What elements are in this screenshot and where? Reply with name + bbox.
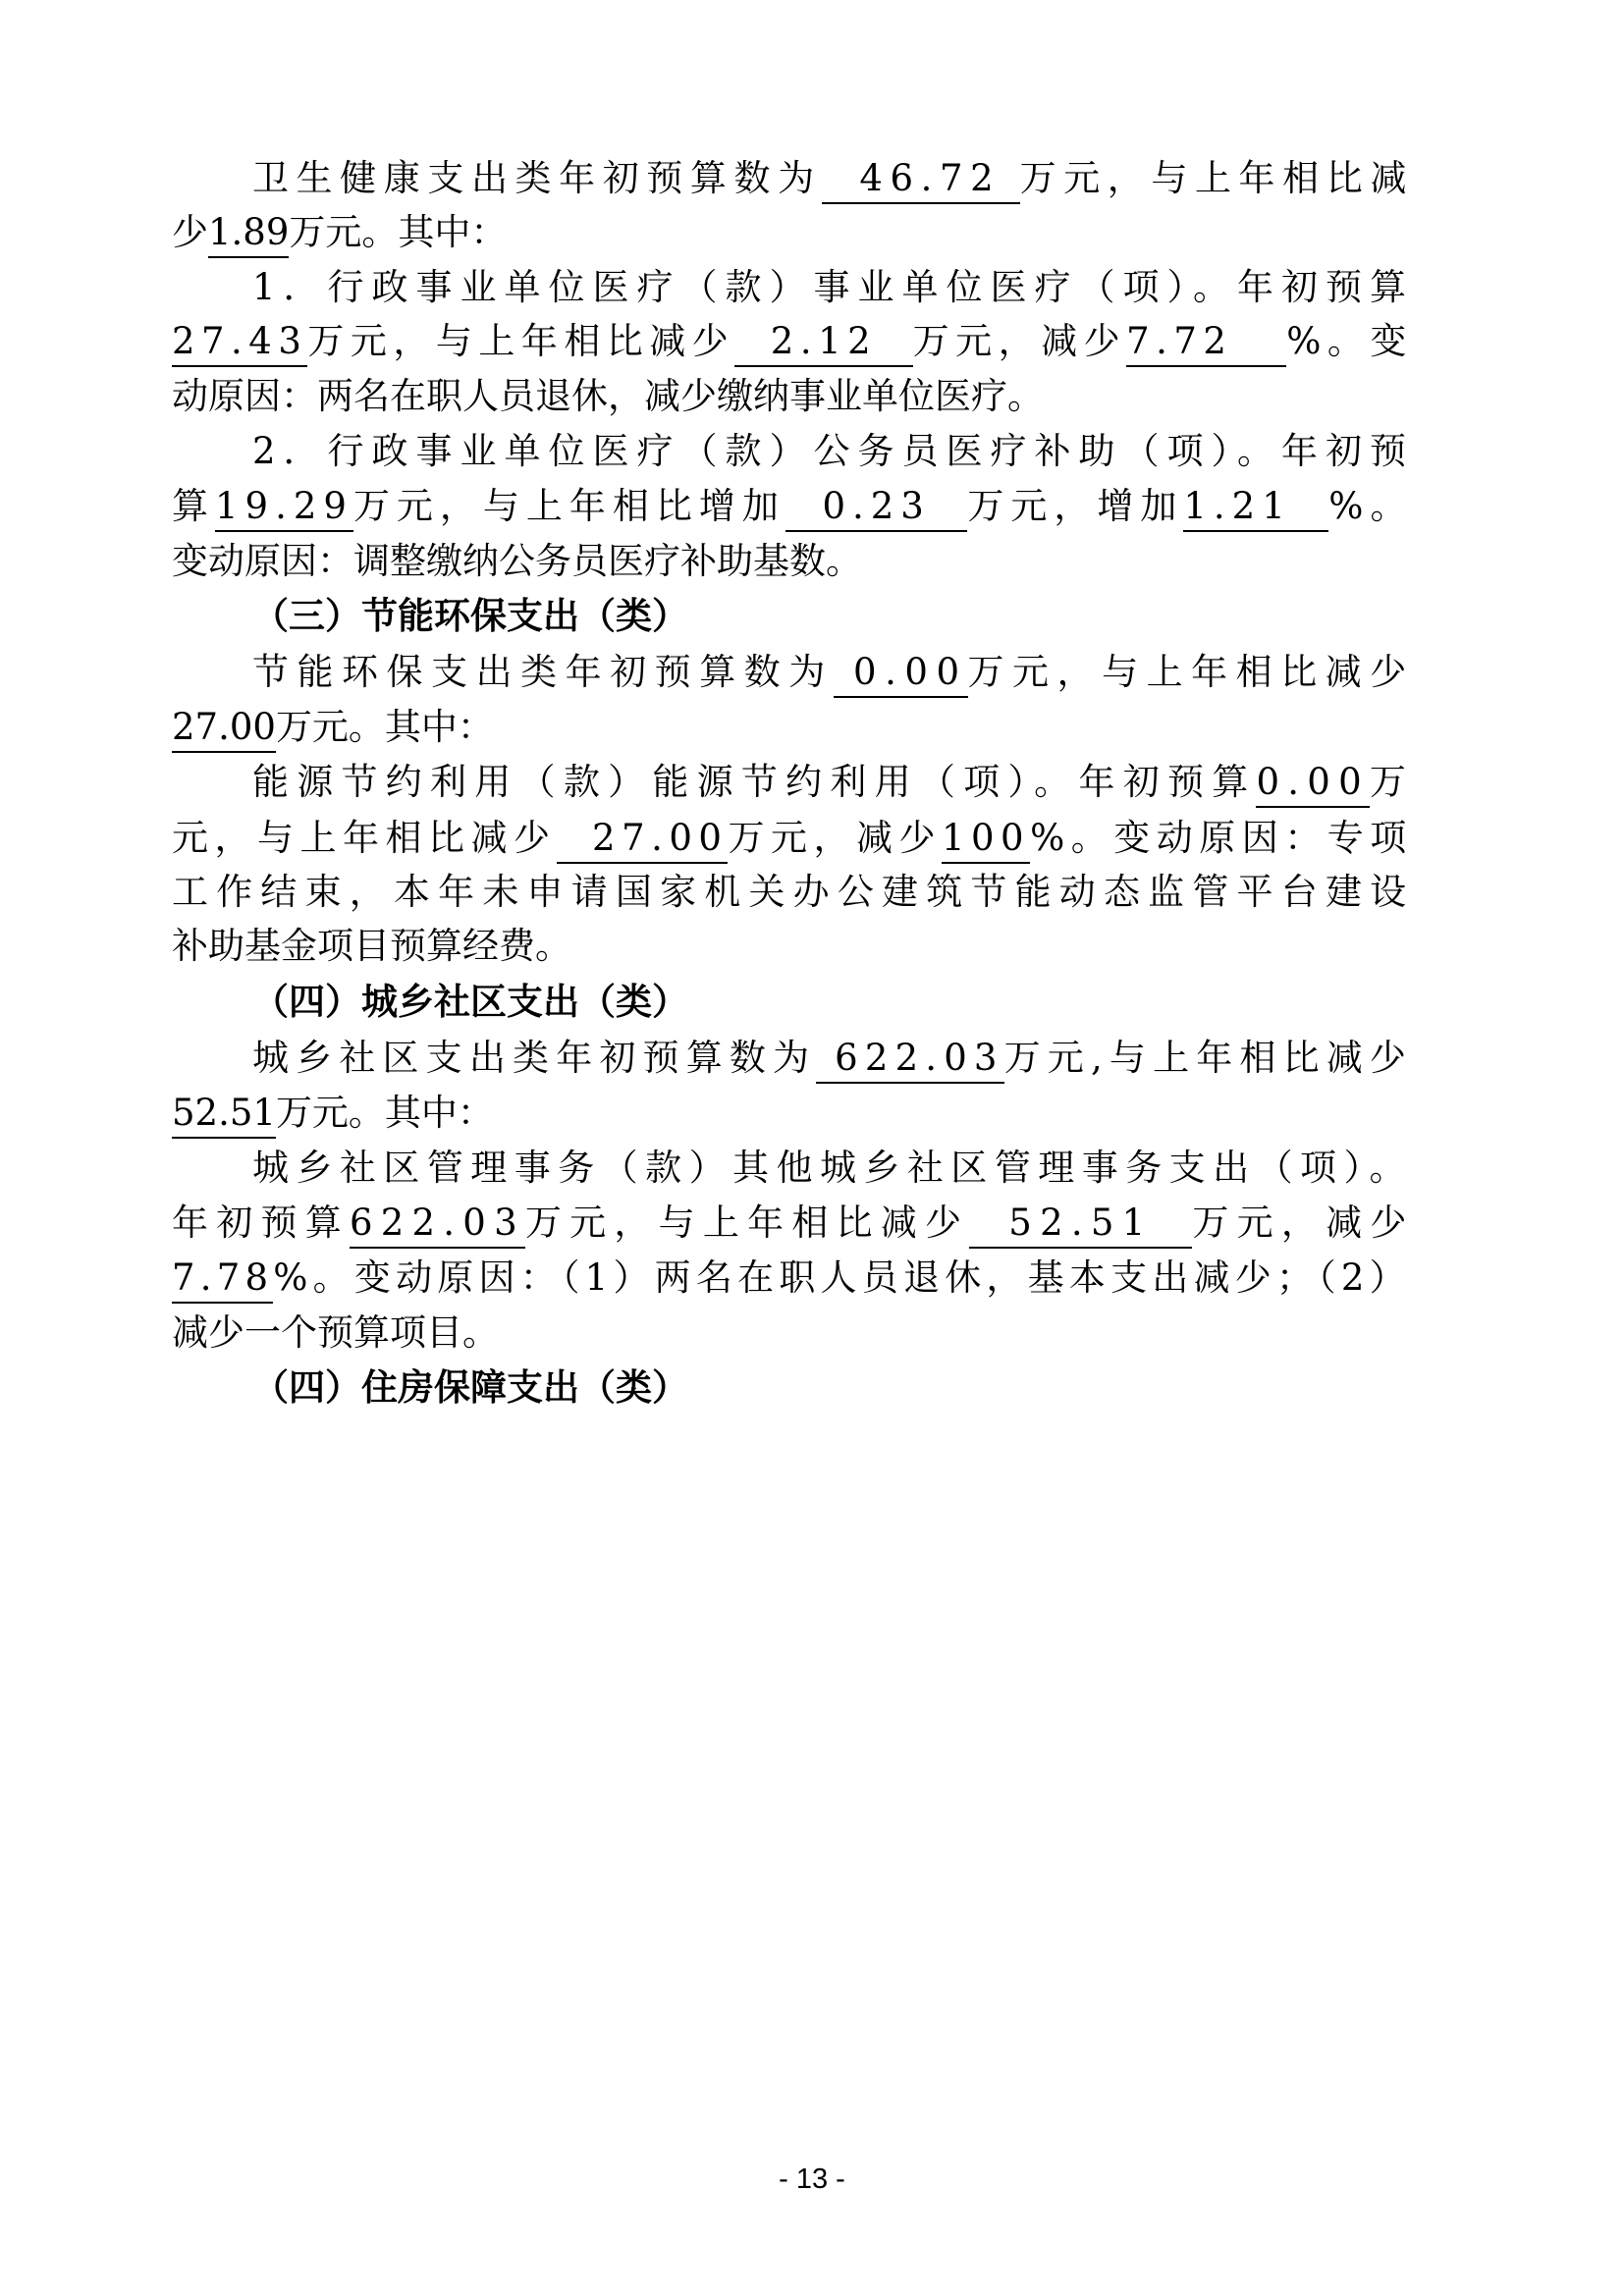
section-heading: [252, 973, 688, 1032]
text-segment: 万元，与上年相比减少: [307, 320, 735, 362]
text-segment: 万元，与上年相比减: [1019, 157, 1414, 199]
underlined-value: 7.78: [172, 1256, 273, 1304]
underlined-value: 2.12: [734, 320, 912, 367]
paragraph-line: [172, 809, 1413, 868]
section-heading: [252, 1359, 688, 1417]
text-segment: 少: [172, 211, 208, 253]
text-segment: 城乡社区支出类年初预算数为: [252, 1037, 817, 1079]
text-segment: （四）城乡社区支出（类）: [252, 981, 688, 1023]
text-segment: 补助基金项目预算经费。: [172, 925, 571, 967]
text-segment: 万元，减少: [912, 320, 1127, 362]
underlined-value: 622.03: [350, 1201, 525, 1249]
underlined-value: 27.00: [557, 817, 729, 864]
underlined-value: 19.29: [215, 485, 353, 532]
text-segment: 万元,与上年相比减少: [1003, 1037, 1414, 1079]
text-segment: 城乡社区管理事务（款）其他城乡社区管理事务支出（项）。: [252, 1147, 1413, 1189]
paragraph-line: [172, 1304, 499, 1362]
text-segment: 万元，与上年相比减少: [524, 1201, 970, 1244]
text-segment: 万元，减少: [728, 817, 942, 859]
paragraph-line: [172, 203, 507, 262]
text-segment: 变动原因：调整缴纳公务员医疗补助基数。: [172, 540, 862, 582]
underlined-value: 0.23: [785, 485, 967, 532]
paragraph-line: [172, 532, 862, 591]
text-segment: %。: [1328, 485, 1414, 527]
paragraph-line: [252, 643, 1415, 702]
text-segment: 工作结束，本年未申请国家机关办公建筑节能动态监管平台建设: [172, 871, 1415, 913]
paragraph-line: [252, 149, 1414, 208]
underlined-value: 0.00: [834, 651, 968, 698]
page-number: - 13 -: [779, 2163, 845, 2195]
text-segment: %。变动原因：（1）两名在职人员退休，基本支出减少；（2）: [273, 1256, 1411, 1299]
paragraph-line: [172, 1249, 1411, 1308]
paragraph-line: [252, 258, 1414, 317]
text-segment: （四）住房保障支出（类）: [252, 1366, 688, 1409]
underlined-value: 27.00: [172, 706, 276, 753]
text-segment: 万: [1369, 761, 1415, 803]
text-segment: 元，与上年相比减少: [172, 817, 557, 859]
text-segment: 万元，与上年相比减少: [967, 651, 1415, 693]
paragraph-line: [172, 1194, 1415, 1253]
underlined-value: 7.72: [1126, 320, 1286, 367]
section-heading: [252, 587, 688, 646]
paragraph-line: [172, 477, 1413, 536]
paragraph-line: [172, 698, 494, 757]
text-segment: 算: [172, 485, 215, 527]
underlined-value: 0.00: [1256, 761, 1369, 808]
text-segment: 万元，与上年相比增加: [352, 485, 785, 527]
underlined-value: 100: [942, 817, 1030, 864]
text-segment: 节能环保支出类年初预算数为: [252, 651, 834, 693]
paragraph-line: [172, 863, 1414, 922]
text-segment: 1．行政事业单位医疗（款）事业单位医疗（项）。年初预算: [252, 266, 1415, 308]
text-segment: 年初预算: [172, 1201, 350, 1244]
text-segment: %。变: [1286, 320, 1413, 362]
underlined-value: 52.51: [969, 1201, 1192, 1249]
paragraph-line: [172, 367, 1044, 426]
text-segment: 2．行政事业单位医疗（款）公务员医疗补助（项）。年初预: [252, 430, 1415, 472]
underlined-value: 1.89: [208, 211, 289, 258]
text-segment: 能源节约利用（款）能源节约利用（项）。年初预算: [252, 761, 1257, 803]
paragraph-line: [252, 1139, 1413, 1198]
underlined-value: 46.72: [822, 157, 1020, 204]
paragraph-line: [252, 422, 1414, 481]
text-segment: 动原因：两名在职人员退休，减少缴纳事业单位医疗。: [172, 375, 1044, 417]
text-segment: 万元。其中：: [275, 706, 494, 748]
underlined-value: 622.03: [816, 1037, 1003, 1084]
paragraph-line: [252, 1029, 1413, 1088]
text-segment: 卫生健康支出类年初预算数为: [252, 157, 822, 199]
text-segment: 减少一个预算项目。: [172, 1311, 499, 1354]
underlined-value: 52.51: [172, 1092, 276, 1139]
paragraph-line: [252, 753, 1414, 812]
paragraph-line: [172, 312, 1413, 371]
text-segment: 万元。其中：: [289, 211, 508, 253]
text-segment: 万元。其中：: [275, 1092, 494, 1134]
text-segment: 万元，增加: [967, 485, 1184, 527]
underlined-value: 1.21: [1183, 485, 1328, 532]
text-segment: 万元，减少: [1192, 1201, 1415, 1244]
paragraph-line: [172, 917, 571, 976]
text-segment: （三）节能环保支出（类）: [252, 595, 688, 637]
text-segment: %。变动原因：专项: [1030, 817, 1413, 859]
underlined-value: 27.43: [172, 320, 307, 367]
paragraph-line: [172, 1084, 494, 1143]
